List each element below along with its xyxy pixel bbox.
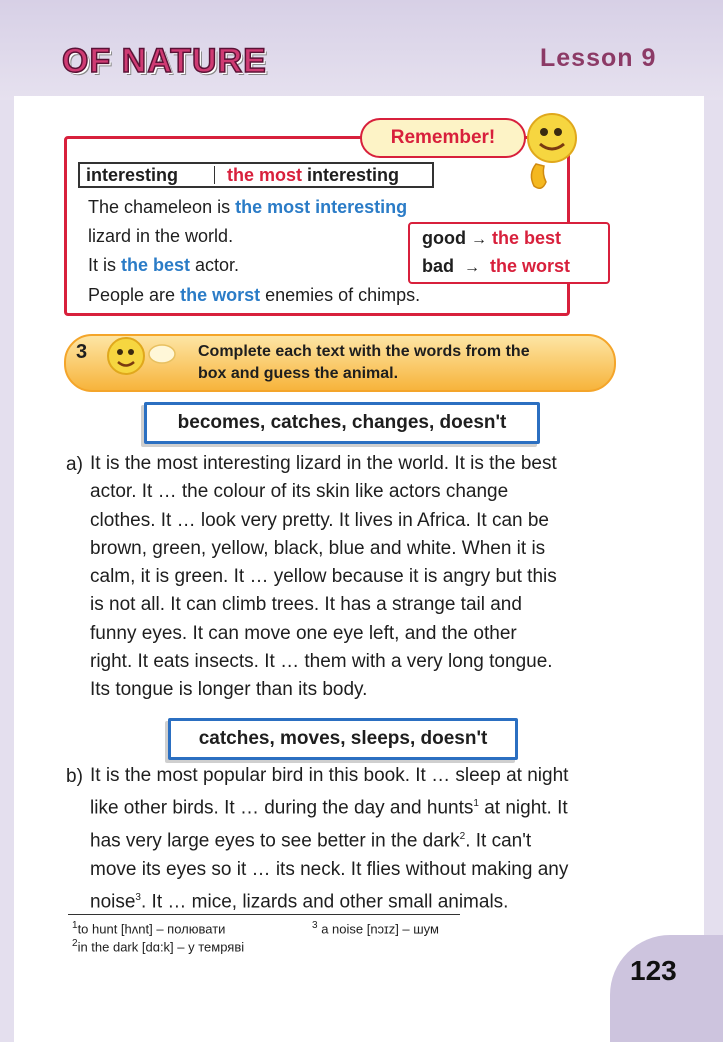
grammar-superlative-word: interesting: [307, 164, 400, 185]
footnote-ref: 3: [135, 891, 141, 903]
line1-start: The chameleon is: [88, 197, 236, 217]
line3-start: It is: [88, 255, 122, 275]
word-box-a: becomes, catches, changes, doesn't: [144, 402, 540, 444]
page-number: 123: [630, 955, 677, 986]
arrow-right-icon: →: [471, 231, 487, 248]
footnote-text: a noise [nɔɪz] – шум: [321, 921, 439, 937]
line3-highlight: the best: [121, 255, 191, 275]
grammar-base: interesting: [86, 164, 179, 185]
text-segment: at night. It: [478, 797, 568, 819]
part-b-text: [90, 762, 568, 916]
text-line: Its tongue is longer than its body.: [90, 679, 368, 701]
part-a-label: a): [66, 454, 83, 475]
text-segment: . It … mice, lizards and other small animals.: [140, 891, 509, 913]
text-line: move its eyes so it … its neck. It flies without making any: [90, 858, 569, 880]
footnote-1: [72, 920, 225, 936]
text-line: It is the most popular bird in this book. It … sleep at night: [90, 765, 569, 786]
footnote-2: [72, 938, 244, 954]
footnote-number: 1: [72, 920, 78, 931]
text-line: is not all. It can climb trees. It has a strange tail and: [90, 594, 522, 616]
grammar-superlative-red: the most: [227, 164, 303, 185]
compare-result: the best: [492, 228, 562, 248]
footnote-ref: 1: [473, 798, 479, 810]
line4-start: People are: [88, 285, 181, 305]
text-line: [90, 884, 568, 917]
text-line: brown, green, yellow, black, blue and white. When it is: [90, 537, 546, 559]
comparison-row-good: [422, 228, 561, 249]
footnote-text: to hunt [hʌnt] – полювати: [77, 921, 226, 937]
grammar-example-box: [78, 162, 434, 188]
footnote-ref: 2: [459, 830, 466, 842]
remember-line-3: [88, 255, 239, 276]
remember-line-4: [88, 285, 420, 306]
line1-highlight: the most interesting: [235, 197, 408, 217]
smiley-icon: [100, 332, 180, 382]
text-segment: like other birds. It … during the day and hunts: [90, 797, 474, 819]
text-line: [90, 790, 568, 823]
remember-label: Remember!: [360, 118, 526, 158]
footnote-divider: [68, 914, 460, 915]
footnote-number: 3: [312, 920, 318, 931]
text-segment: . It can't: [465, 830, 532, 852]
lesson-label: Lesson 9: [540, 44, 657, 72]
text-line: funny eyes. It can move one eye left, and the other: [90, 622, 517, 644]
comparison-row-bad: [422, 256, 570, 277]
part-a-text: [90, 450, 557, 705]
footnote-number: 2: [72, 938, 78, 949]
exercise-instruction: [198, 341, 598, 385]
footnote-3: [312, 920, 439, 936]
line4-highlight: the worst: [180, 285, 261, 305]
comparison-box: [408, 222, 610, 284]
text-line: clothes. It … look very pretty. It lives in Africa. It can be: [90, 509, 549, 531]
text-segment: noise: [90, 891, 136, 913]
part-b-label: b): [66, 766, 83, 787]
topic-title: OF NATURE: [62, 42, 267, 80]
instruction-line-2: box and guess the animal.: [198, 365, 399, 382]
text-segment: has very large eyes to see better in the dark: [90, 830, 460, 852]
text-line: calm, it is green. It … yellow because it is angry but this: [90, 566, 557, 588]
text-line: actor. It … the colour of its skin like actors change: [90, 481, 509, 503]
word-box-b: catches, moves, sleeps, doesn't: [168, 718, 518, 760]
instruction-line-1: Complete each text with the words from the: [198, 343, 530, 360]
arrow-right-icon: →: [464, 259, 481, 276]
remember-line-2: lizard in the world.: [88, 226, 234, 246]
text-line: right. It eats insects. It … them with a very long tongue.: [90, 651, 553, 673]
line4-end: enemies of chimps.: [260, 285, 421, 305]
smiley-icon: [520, 108, 580, 200]
line3-end: actor.: [190, 255, 240, 275]
exercise-number: 3: [76, 341, 88, 363]
compare-word: good: [422, 228, 466, 248]
text-line: It is the most interesting lizard in the world. It is the best: [90, 453, 557, 474]
text-line: [90, 823, 568, 856]
compare-word: bad: [422, 256, 455, 276]
footnote-text: in the dark [dɑ:k] – у темряві: [77, 939, 245, 955]
grammar-separator: [214, 166, 215, 184]
compare-result: the worst: [490, 256, 571, 276]
remember-line-1: [88, 197, 407, 218]
